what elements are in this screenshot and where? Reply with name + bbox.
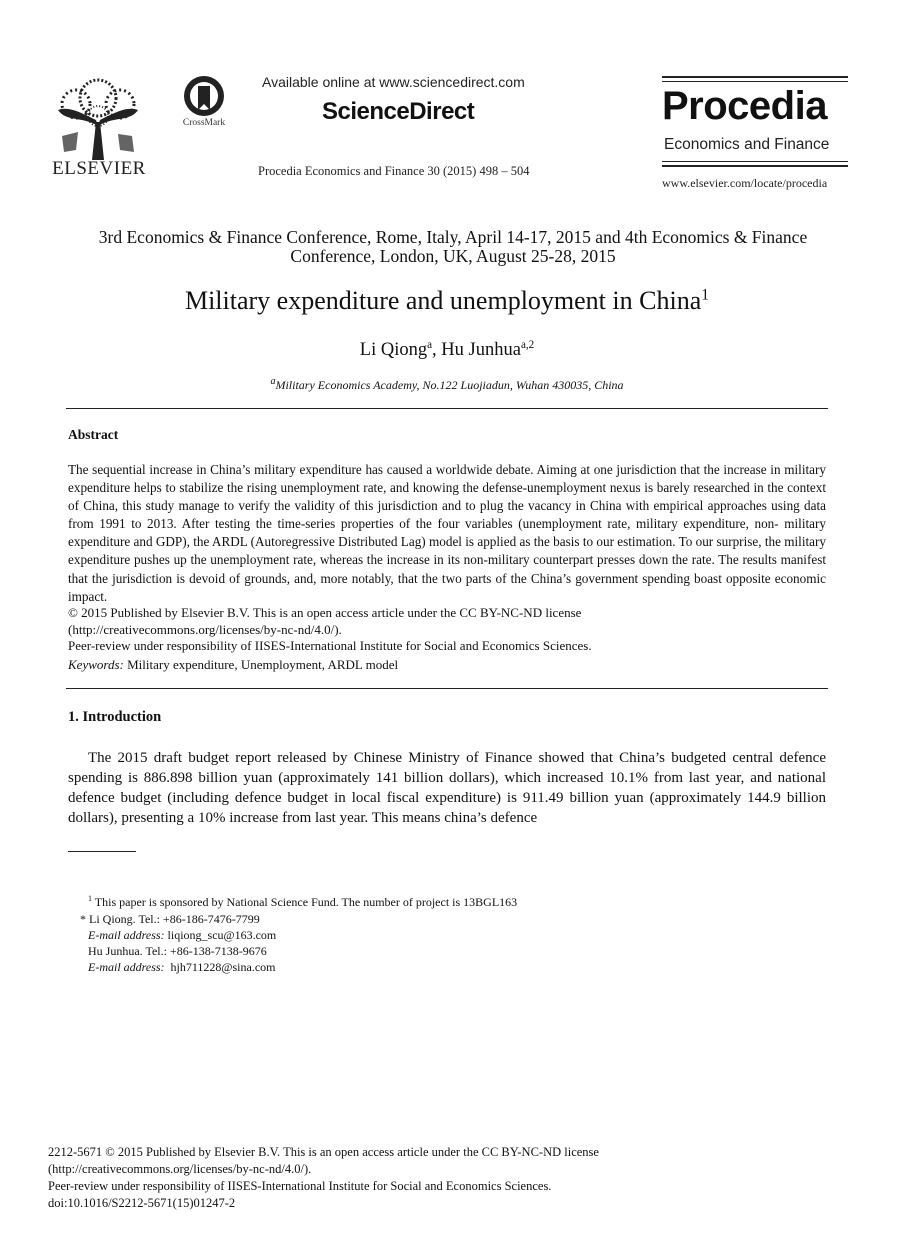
doi-link[interactable]: doi:10.1016/S2212-5671(15)01247-2 — [48, 1196, 236, 1210]
title-footnote-mark[interactable]: 1 — [701, 286, 710, 304]
author-name: Hu Junhua — [441, 340, 521, 360]
author-affiliation-mark: a,2 — [520, 338, 535, 351]
section-heading-introduction: 1. Introduction — [68, 709, 162, 725]
email-label: E-mail address: — [88, 960, 165, 974]
paper-title-text: Military expenditure and unemployment in China — [184, 286, 702, 315]
sciencedirect-logo[interactable]: ScienceDirect — [322, 98, 475, 125]
abstract-bottom-rule — [66, 688, 828, 689]
elsevier-wordmark: ELSEVIER — [52, 158, 146, 179]
journal-citation: Procedia Economics and Finance 30 (2015) 498 – 504 — [258, 164, 530, 178]
email-line-2 — [88, 959, 275, 975]
author-list — [0, 340, 894, 361]
email-line-1 — [88, 927, 276, 943]
available-online-link[interactable]: Available online at www.sciencedirect.com — [262, 74, 525, 90]
abstract-heading: Abstract — [68, 427, 119, 442]
bottom-peer-review: Peer-review under responsibility of IISES-International Institute for Social and Economics Sciences. — [48, 1179, 552, 1193]
introduction-paragraph: The 2015 draft budget report released by Chinese Ministry of Finance showed that China’s budgeted central defence spending is 886.898 billion yuan (approximately 141 billion dollars), which increased 10.1% from last year, and national defence budget (including defence budget in local fiscal expenditure) is 911.49 billion yuan (approximately 144.9 billion dollars), presenting a 10% increase from last year. This means china’s defence — [68, 750, 826, 826]
procedia-subtitle: Economics and Finance — [664, 136, 830, 153]
email-label: E-mail address: — [88, 928, 165, 942]
procedia-rule-bottom-thin — [662, 161, 848, 162]
footnote-mark: 1 — [88, 894, 92, 903]
bottom-license-link[interactable]: (http://creativecommons.org/licenses/by-nc-nd/4.0/). — [48, 1162, 312, 1176]
affiliation-text: Military Economics Academy, No.122 Luojiadun, Wuhan 430035, China — [275, 378, 624, 392]
footnote-rule — [68, 851, 136, 852]
issn-copyright: 2212-5671 © 2015 Published by Elsevier B.V. This is an open access article under the CC BY-NC-ND license — [48, 1145, 599, 1159]
peer-review-note: Peer-review under responsibility of IISES-International Institute for Social and Economics Sciences. — [68, 638, 592, 653]
procedia-title: Procedia — [662, 84, 827, 128]
author-separator: , — [432, 340, 442, 360]
email-link-2[interactable]: hjh711228@sina.com — [170, 960, 276, 974]
copyright-notice: © 2015 Published by Elsevier B.V. This is an open access article under the CC BY-NC-ND license — [68, 605, 582, 620]
procedia-url-link[interactable]: www.elsevier.com/locate/procedia — [662, 176, 828, 190]
procedia-rule-top-thin — [662, 81, 848, 82]
abstract-body: The sequential increase in China’s military expenditure has caused a worldwide debate. Aiming at one jurisdiction that the increase in military expenditure helps to stabilize the rising unemployment rate, and knowing the defense-unemployment nexus is barely researched in the context of China, this study manage to verify the validity of this jurisdiction and to plug the vacancy in China with empirical approaches using data from 1991 to 2013. After testing the time-series properties of the four variables (unemployment rate, military expenditure, non- military expenditure and GDP), the ARDL (Autoregressive Distributed Lag) model is applied as the basis to our estimation. To our surprise, the military expenditure pushes up the unemployment rate, whereas the increase in its non-military counterpart presses down the rate. The results manifest that the jurisdiction is devoid of grounds, and, more notably, that the two parts of the China’s government spending boast opposite economic impact. — [68, 462, 826, 604]
keywords-list: Military expenditure, Unemployment, ARDL model — [127, 657, 399, 672]
abstract-top-rule — [66, 408, 828, 409]
author-name: Li Qiong — [359, 340, 428, 360]
affiliation — [0, 376, 894, 393]
procedia-rule-top — [662, 76, 848, 78]
author-affiliation-mark: a — [427, 338, 433, 351]
keywords-label: Keywords: — [68, 657, 124, 672]
license-link[interactable]: (http://creativecommons.org/licenses/by-nc-nd/4.0/). — [68, 622, 342, 637]
paper-title — [0, 286, 894, 316]
second-author-note: Hu Junhua. Tel.: +86-138-7138-9676 — [88, 944, 267, 958]
affiliation-mark: a — [270, 376, 276, 387]
footnote-1 — [88, 894, 517, 910]
email-link-1[interactable]: liqiong_scu@163.com — [167, 928, 277, 942]
procedia-rule-bottom — [662, 165, 848, 167]
conference-line: 3rd Economics & Finance Conference, Rome, Italy, April 14-17, 2015 and 4th Economics & Finance Conference, London, UK, August 25-28, 2015 — [98, 227, 808, 266]
footnote-1-text: This paper is sponsored by National Science Fund. The number of project is 13BGL163 — [94, 895, 518, 909]
crossmark-label: CrossMark — [182, 118, 226, 128]
keywords-line — [68, 657, 398, 673]
corresponding-author-note: * Li Qiong. Tel.: +86-186-7476-7799 — [80, 912, 260, 926]
